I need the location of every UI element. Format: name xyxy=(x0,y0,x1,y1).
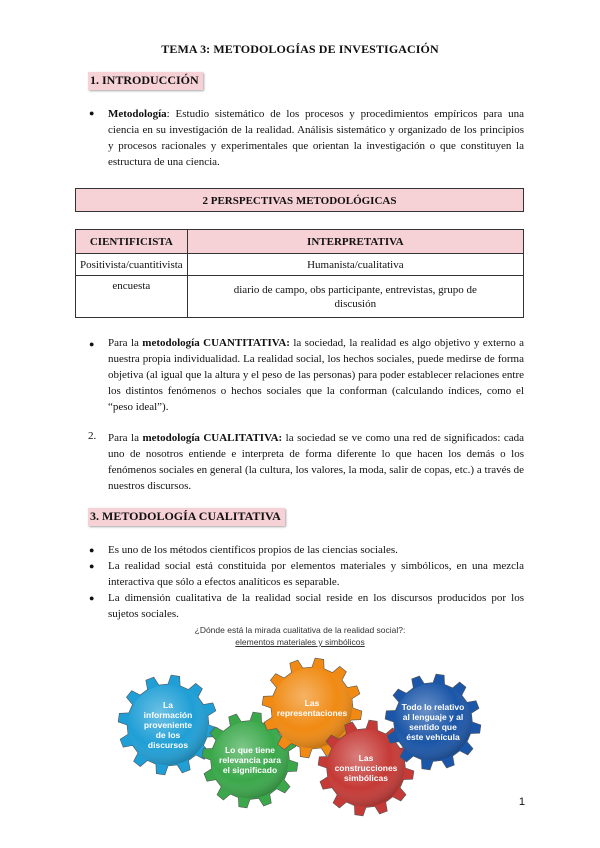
list-item-text: La dimensión cualitativa de la realidad social reside en los discursos producidos por los sujetos sociales. xyxy=(108,592,524,620)
table-cell: diario de campo, obs participante, entrevistas, grupo de discusión xyxy=(187,276,523,318)
cualitativa-term: metodología CUALITATIVA: xyxy=(142,432,283,444)
cualitativa-prefix: Para la xyxy=(108,432,143,444)
gear-label-line: éste vehícula xyxy=(406,732,460,742)
table-cell: Positivista/cuantitivista xyxy=(76,254,188,276)
document-title: TEMA 3: METODOLOGÍAS DE INVESTIGACIÓN xyxy=(161,42,439,56)
table-header-cientificista: CIENTIFICISTA xyxy=(76,230,188,254)
metodologia-term: Metodología xyxy=(108,108,167,120)
gear-label-line: de los xyxy=(155,730,181,740)
cuantitativa-prefix: Para la xyxy=(108,337,143,349)
gear-label-line: el significado xyxy=(222,765,278,775)
bullet-marker: ● xyxy=(89,339,95,349)
section-heading-metodologia-cualitativa: 3. METODOLOGÍA CUALITATIVA xyxy=(88,508,285,526)
cuantitativa-term: metodología CUANTITATIVA: xyxy=(142,337,290,349)
gear-informacion-discursos xyxy=(118,675,218,775)
table-header-interpretativa: INTERPRETATIVA xyxy=(187,230,523,254)
figure-caption-title: ¿Dónde está la mirada cualitativa de la realidad social?: xyxy=(194,625,406,635)
gear-label-line: información xyxy=(143,710,193,720)
list-item-text: La realidad social está constituida por elementos materiales y simbólicos, en una mezcla interactiva que sólo a efectos analíticos es separable. xyxy=(108,560,524,588)
gear-label-line: construcciones xyxy=(334,763,398,773)
gear-label-line: sentido que xyxy=(409,722,457,732)
section-heading-perspectivas: 2 PERSPECTIVAS METODOLÓGICAS xyxy=(75,188,524,212)
gear-label-line: Todo lo relativo xyxy=(401,702,465,712)
section-heading-introduccion: 1. INTRODUCCIÓN xyxy=(88,72,203,90)
gear-label-line: representaciones xyxy=(276,708,348,718)
metodologia-text: : Estudio sistemático de los procesos y procedimientos empíricos para una ciencia en su investigación de la realidad. Análisis sistemático y organizado de los principios y procesos racionales y experimentales que orientan la investigación o que constituyen la estructura de una ciencia. xyxy=(108,108,524,168)
page-number: 1 xyxy=(518,796,525,808)
bullet-marker: ● xyxy=(89,545,95,555)
cualitativa-text: la sociedad se ve como una red de significados: cada uno de nosotros entiende e interpreta de forma diferente lo que hacen los demás o los fenómenos sociales en general (la cultura, los valores, la moda, salir de copas, etc.) a través de nuestros discursos. xyxy=(108,432,525,492)
table-cell: encuesta xyxy=(76,276,188,318)
list-item-text: Es uno de los métodos científicos propios de las ciencias sociales. xyxy=(108,544,398,556)
figure-caption-subtitle: elementos materiales y simbólicos xyxy=(235,637,365,647)
gear-label-line: relevancia para xyxy=(219,755,281,765)
gear-label-line: Las xyxy=(304,698,320,708)
gear-label-line: simbólicas xyxy=(344,773,388,783)
bullet-marker: ● xyxy=(89,108,95,118)
bullet-marker: ● xyxy=(89,561,95,571)
gear-label-line: discursos xyxy=(147,740,189,750)
list-number: 2. xyxy=(88,430,97,442)
bullet-marker: ● xyxy=(89,593,95,603)
gear-label-line: La xyxy=(163,700,173,710)
gear-label-line: proveniente xyxy=(143,720,193,730)
gear-label-line: al lenguaje y al xyxy=(402,712,464,722)
gear-label-line: Lo que tiene xyxy=(224,745,276,755)
gear-label-line: Las xyxy=(358,753,374,763)
table-cell: Humanista/cualitativa xyxy=(187,254,523,276)
cuantitativa-text: la sociedad, la realidad es algo objetivo y externo a nuestra propia individualidad. La realidad social, los hechos sociales, puede medirse de forma objetiva (al igual que la altura y el peso de las personas) para poder establecer relaciones entre los distintos fenómenos o hechos sociales que la conforman (calculando índices, como el “peso ideal”). xyxy=(108,337,525,413)
